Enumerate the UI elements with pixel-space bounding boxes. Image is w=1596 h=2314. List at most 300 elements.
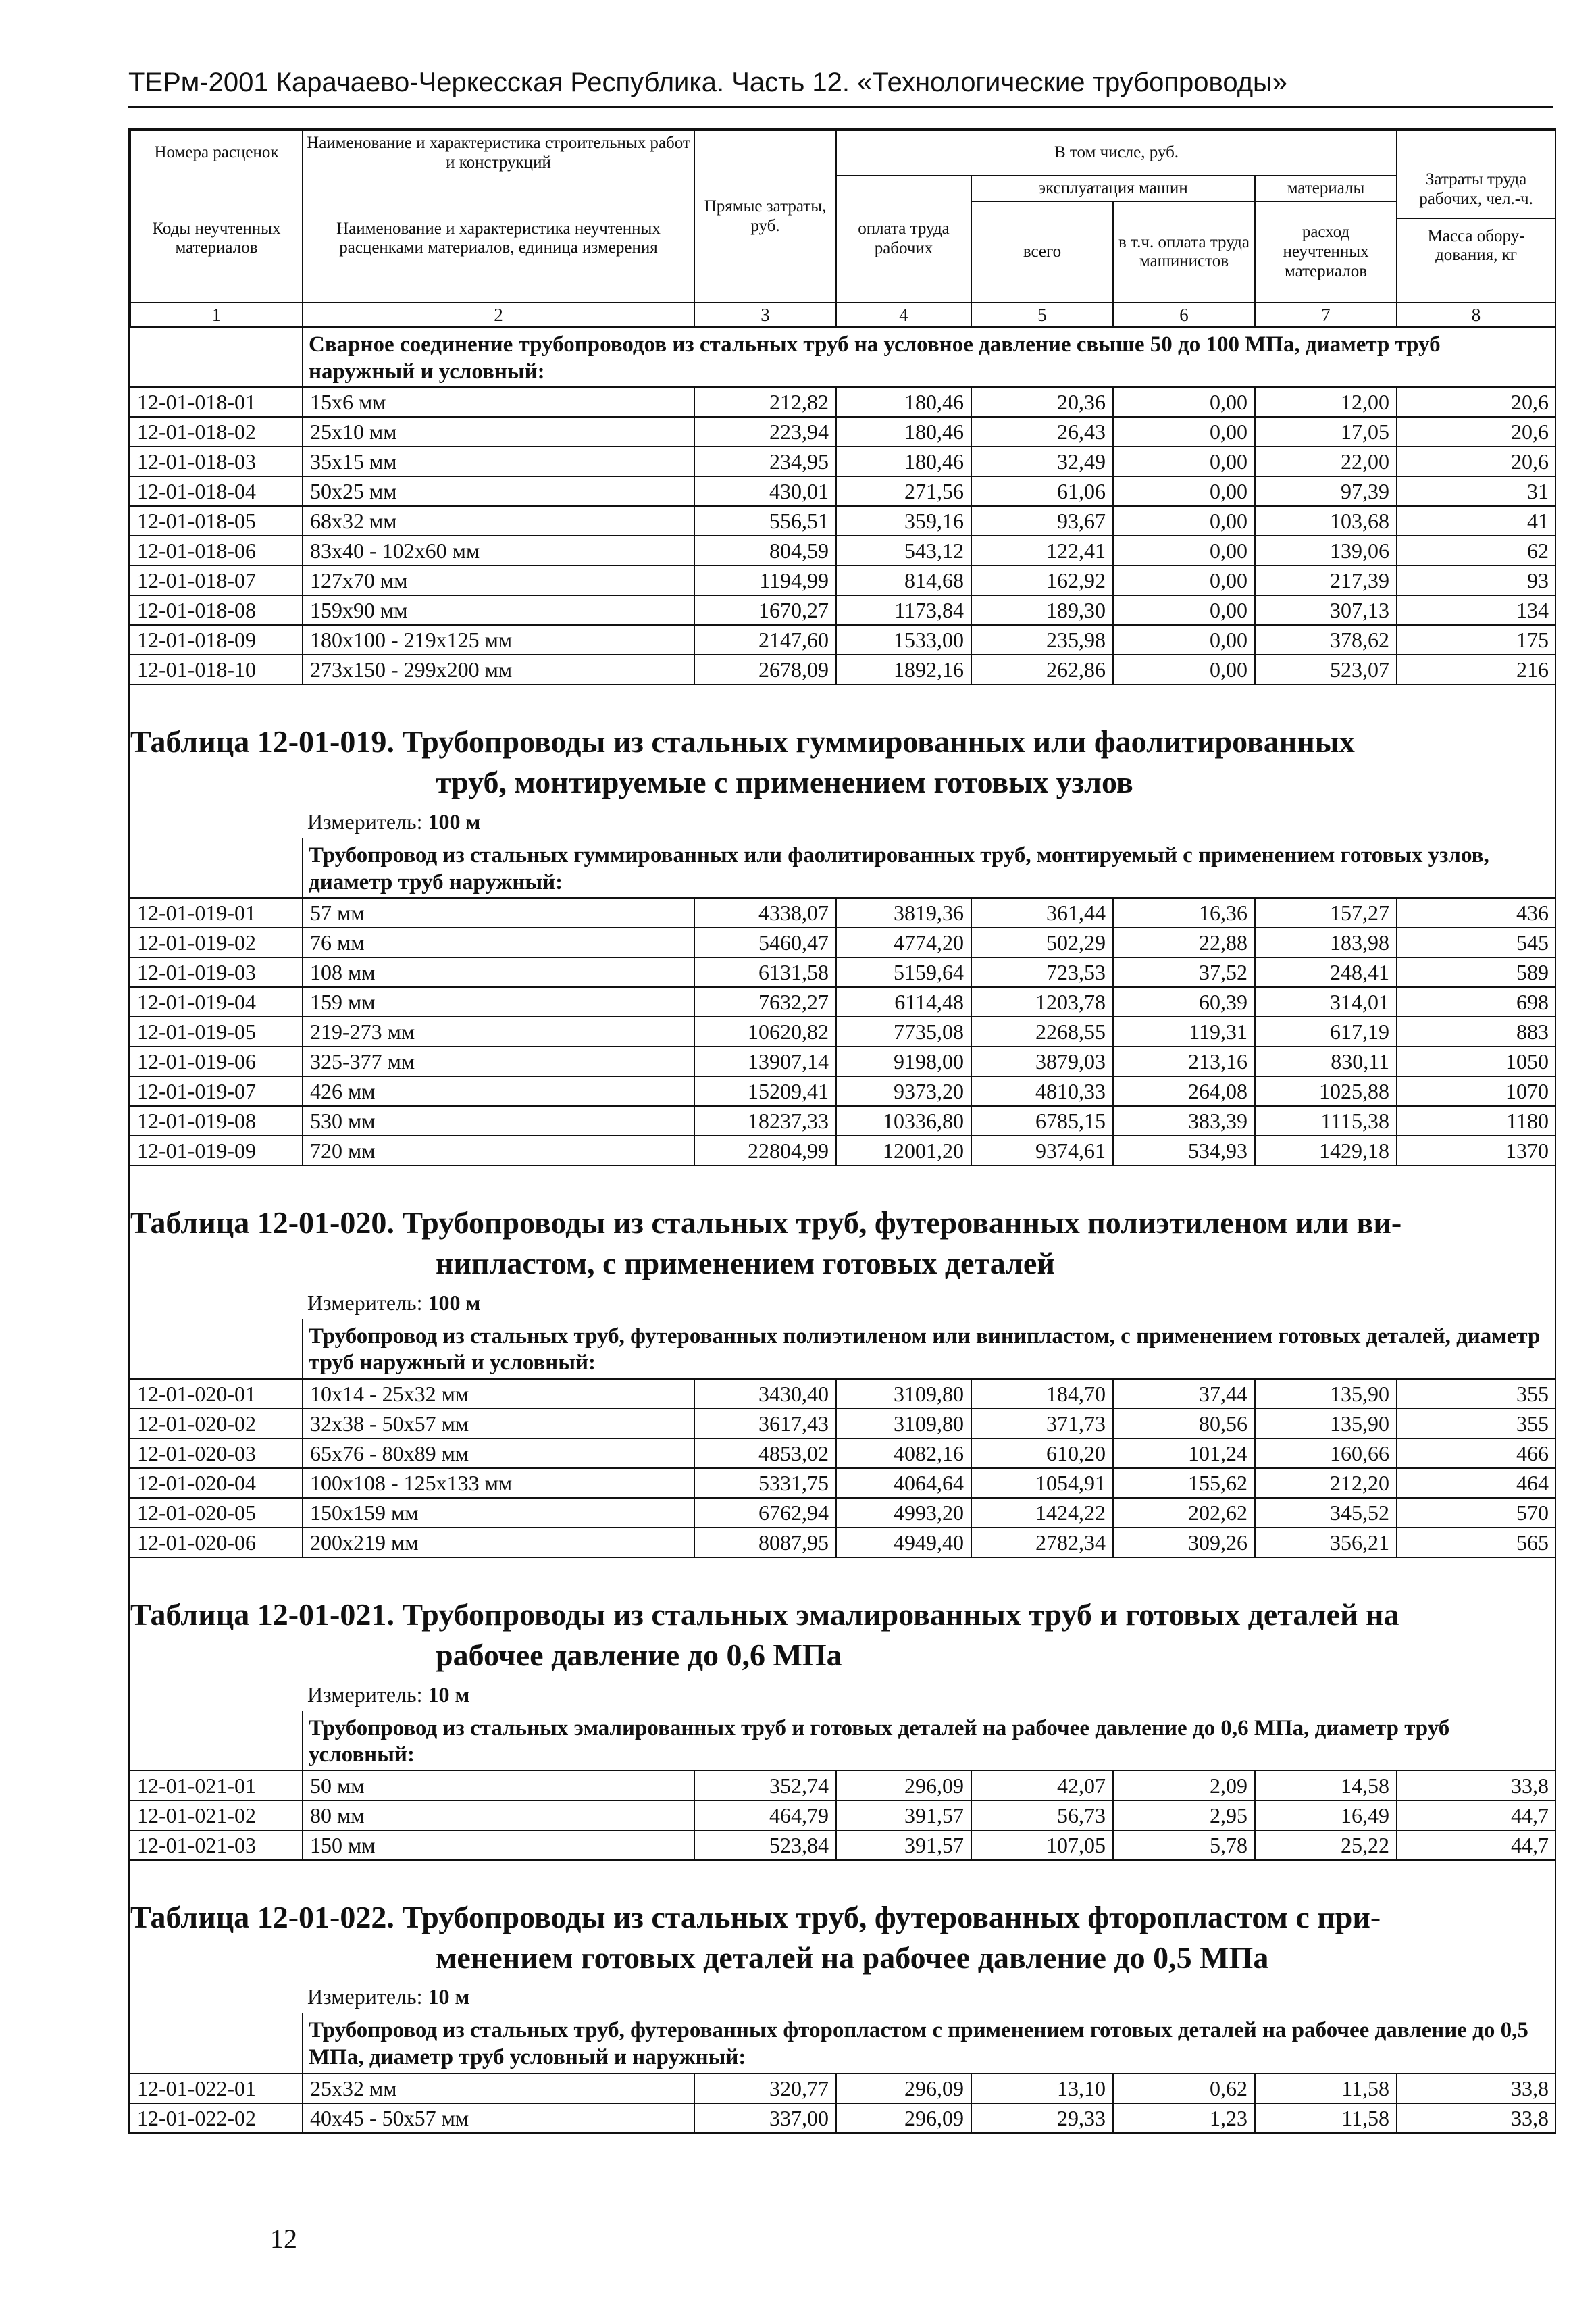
materials-value: 12,00 xyxy=(1255,387,1397,417)
work-description: 325-377 мм xyxy=(303,1047,694,1076)
labor-pay-value: 391,57 xyxy=(836,1801,971,1830)
machine-total-value: 122,41 xyxy=(971,536,1113,565)
table-title-line: нипластом, с применением готовых деталей xyxy=(436,1246,1055,1281)
section-heading: Сварное соединение трубопроводов из стальных труб на условное давление свыше 50 до 100 МПа, диаметр труб наружный и условный: xyxy=(309,332,1441,384)
table-row xyxy=(130,655,1555,684)
rate-code: 12-01-018-08 xyxy=(130,595,303,625)
direct-costs-value: 5331,75 xyxy=(694,1468,836,1498)
meter-label: Измеритель: xyxy=(307,809,423,834)
machinist-pay-value: 264,08 xyxy=(1113,1076,1255,1106)
rate-code: 12-01-018-01 xyxy=(130,387,303,417)
table-row xyxy=(130,565,1555,595)
rate-code: 12-01-022-02 xyxy=(130,2103,303,2133)
direct-costs-value: 18237,33 xyxy=(694,1106,836,1136)
direct-costs-value: 10620,82 xyxy=(694,1017,836,1047)
table-row xyxy=(130,1438,1555,1468)
direct-costs-value: 804,59 xyxy=(694,536,836,565)
column-number: 8 xyxy=(1397,303,1555,327)
rate-code: 12-01-018-07 xyxy=(130,565,303,595)
machinist-pay-value: 0,00 xyxy=(1113,447,1255,476)
direct-costs-value: 6762,94 xyxy=(694,1498,836,1528)
column-number: 6 xyxy=(1113,303,1255,327)
section-heading-row xyxy=(130,1711,1555,1771)
direct-costs-value: 337,00 xyxy=(694,2103,836,2133)
labor-costs-value: 33,8 xyxy=(1397,1771,1555,1801)
work-description: 65х76 - 80х89 мм xyxy=(303,1438,694,1468)
labor-costs-value: 44,7 xyxy=(1397,1830,1555,1860)
labor-pay-value: 1892,16 xyxy=(836,655,971,684)
materials-value: 22,00 xyxy=(1255,447,1397,476)
table-row xyxy=(130,1017,1555,1047)
labor-pay-value: 9198,00 xyxy=(836,1047,971,1076)
labor-costs-value: 20,6 xyxy=(1397,447,1555,476)
work-description: 150х159 мм xyxy=(303,1498,694,1528)
table-row xyxy=(130,1771,1555,1801)
materials-value: 103,68 xyxy=(1255,506,1397,536)
rate-code: 12-01-021-01 xyxy=(130,1771,303,1801)
rate-code: 12-01-018-10 xyxy=(130,655,303,684)
direct-costs-value: 5460,47 xyxy=(694,928,836,957)
materials-value: 248,41 xyxy=(1255,957,1397,987)
section-heading-row xyxy=(130,327,1555,387)
materials-value: 307,13 xyxy=(1255,595,1397,625)
section-heading-spacer xyxy=(130,327,303,387)
machinist-pay-value: 202,62 xyxy=(1113,1498,1255,1528)
section-heading-spacer xyxy=(130,1711,303,1771)
rate-code: 12-01-018-06 xyxy=(130,536,303,565)
direct-costs-value: 212,82 xyxy=(694,387,836,417)
machine-total-value: 3879,03 xyxy=(971,1047,1113,1076)
meter xyxy=(130,1978,1555,2013)
labor-pay-value: 391,57 xyxy=(836,1830,971,1860)
table-row xyxy=(130,1136,1555,1165)
machinist-pay-value: 0,00 xyxy=(1113,565,1255,595)
direct-costs-value: 4338,07 xyxy=(694,898,836,928)
machinist-pay-value: 37,44 xyxy=(1113,1379,1255,1409)
labor-costs-value: 1180 xyxy=(1397,1106,1555,1136)
section-heading-row xyxy=(130,1319,1555,1379)
rate-code: 12-01-020-04 xyxy=(130,1468,303,1498)
machinist-pay-value: 101,24 xyxy=(1113,1438,1255,1468)
table-row xyxy=(130,1468,1555,1498)
materials-value: 1429,18 xyxy=(1255,1136,1397,1165)
labor-pay-value: 180,46 xyxy=(836,417,971,447)
direct-costs-value: 320,77 xyxy=(694,2073,836,2103)
machinist-pay-value: 119,31 xyxy=(1113,1017,1255,1047)
table-title-line: труб, монтируемые с применением готовых узлов xyxy=(436,765,1133,800)
machine-total-value: 262,86 xyxy=(971,655,1113,684)
meter-label: Измеритель: xyxy=(307,1682,423,1707)
direct-costs-value: 352,74 xyxy=(694,1771,836,1801)
table-title-line: Таблица 12-01-021. Трубопроводы из стальных эмалированных труб и готовых деталей на xyxy=(130,1597,1399,1632)
work-description: 720 мм xyxy=(303,1136,694,1165)
machine-total-value: 6785,15 xyxy=(971,1106,1113,1136)
table-row xyxy=(130,928,1555,957)
column-number-row xyxy=(130,303,1555,327)
labor-pay-value: 4949,40 xyxy=(836,1528,971,1557)
labor-costs-value: 1070 xyxy=(1397,1076,1555,1106)
materials-value: 523,07 xyxy=(1255,655,1397,684)
work-description: 150 мм xyxy=(303,1830,694,1860)
labor-costs-value: 355 xyxy=(1397,1409,1555,1438)
table-title-line: менением готовых деталей на рабочее давление до 0,5 МПа xyxy=(436,1940,1269,1975)
labor-costs-value: 33,8 xyxy=(1397,2103,1555,2133)
table-row xyxy=(130,1528,1555,1557)
work-description: 68х32 мм xyxy=(303,506,694,536)
rate-code: 12-01-020-02 xyxy=(130,1409,303,1438)
table-title-line: Таблица 12-01-020. Трубопроводы из стальных труб, футерованных полиэтиленом или ви- xyxy=(130,1205,1402,1240)
column-number: 4 xyxy=(836,303,971,327)
rates-sheet xyxy=(128,128,1556,2134)
table-title-row xyxy=(130,684,1555,803)
labor-pay-value: 9373,20 xyxy=(836,1076,971,1106)
materials-value: 830,11 xyxy=(1255,1047,1397,1076)
page-number: 12 xyxy=(270,2223,297,2254)
labor-pay-value: 5159,64 xyxy=(836,957,971,987)
machinist-pay-value: 1,23 xyxy=(1113,2103,1255,2133)
machinist-pay-value: 383,39 xyxy=(1113,1106,1255,1136)
meter-label: Измеритель: xyxy=(307,1290,423,1315)
machinist-pay-value: 0,00 xyxy=(1113,506,1255,536)
materials-value: 378,62 xyxy=(1255,625,1397,655)
direct-costs-value: 523,84 xyxy=(694,1830,836,1860)
labor-pay-value: 4064,64 xyxy=(836,1468,971,1498)
materials-value: 356,21 xyxy=(1255,1528,1397,1557)
machine-total-value: 371,73 xyxy=(971,1409,1113,1438)
direct-costs-value: 556,51 xyxy=(694,506,836,536)
work-description: 108 мм xyxy=(303,957,694,987)
header-labor-pay: оплата труда рабочих xyxy=(836,176,971,303)
table-row xyxy=(130,1801,1555,1830)
materials-value: 135,90 xyxy=(1255,1379,1397,1409)
header-machine-operation: эксплуатация машин xyxy=(971,176,1255,202)
materials-value: 25,22 xyxy=(1255,1830,1397,1860)
header-direct-costs: Прямые затраты, руб. xyxy=(694,130,836,303)
table-row xyxy=(130,625,1555,655)
header-materials: материалы xyxy=(1255,176,1397,202)
header-equipment-mass: Масса обору-дования, кг xyxy=(1427,226,1525,265)
materials-value: 11,58 xyxy=(1255,2103,1397,2133)
table-row xyxy=(130,1047,1555,1076)
labor-pay-value: 3109,80 xyxy=(836,1379,971,1409)
labor-costs-value: 134 xyxy=(1397,595,1555,625)
machinist-pay-value: 16,36 xyxy=(1113,898,1255,928)
labor-pay-value: 1173,84 xyxy=(836,595,971,625)
labor-costs-value: 355 xyxy=(1397,1379,1555,1409)
labor-pay-value: 12001,20 xyxy=(836,1136,971,1165)
machine-total-value: 32,49 xyxy=(971,447,1113,476)
meter-row xyxy=(130,803,1555,838)
work-description: 50 мм xyxy=(303,1771,694,1801)
materials-value: 217,39 xyxy=(1255,565,1397,595)
direct-costs-value: 430,01 xyxy=(694,476,836,506)
materials-value: 183,98 xyxy=(1255,928,1397,957)
machine-total-value: 162,92 xyxy=(971,565,1113,595)
column-number: 5 xyxy=(971,303,1113,327)
materials-value: 1115,38 xyxy=(1255,1106,1397,1136)
labor-costs-value: 93 xyxy=(1397,565,1555,595)
header-including: В том числе, руб. xyxy=(836,130,1397,176)
rates-table-body xyxy=(130,130,1555,2133)
materials-value: 11,58 xyxy=(1255,2073,1397,2103)
machinist-pay-value: 5,78 xyxy=(1113,1830,1255,1860)
rates-table xyxy=(130,130,1556,2134)
work-description: 50х25 мм xyxy=(303,476,694,506)
machine-total-value: 20,36 xyxy=(971,387,1113,417)
direct-costs-value: 2678,09 xyxy=(694,655,836,684)
labor-pay-value: 10336,80 xyxy=(836,1106,971,1136)
section-heading-row xyxy=(130,838,1555,898)
labor-costs-value: 464 xyxy=(1397,1468,1555,1498)
labor-pay-value: 296,09 xyxy=(836,2103,971,2133)
machine-total-value: 610,20 xyxy=(971,1438,1113,1468)
direct-costs-value: 8087,95 xyxy=(694,1528,836,1557)
header-machine-total: всего xyxy=(971,201,1113,303)
labor-costs-value: 44,7 xyxy=(1397,1801,1555,1830)
table-row xyxy=(130,417,1555,447)
machine-total-value: 1054,91 xyxy=(971,1468,1113,1498)
table-title-line: Таблица 12-01-022. Трубопроводы из стальных труб, футерованных фторопластом с при- xyxy=(130,1899,1381,1934)
work-description: 530 мм xyxy=(303,1106,694,1136)
materials-value: 157,27 xyxy=(1255,898,1397,928)
machinist-pay-value: 0,00 xyxy=(1113,476,1255,506)
table-title xyxy=(130,1165,1555,1284)
table-title xyxy=(130,1557,1555,1676)
rate-code: 12-01-021-03 xyxy=(130,1830,303,1860)
machine-total-value: 189,30 xyxy=(971,595,1113,625)
materials-value: 17,05 xyxy=(1255,417,1397,447)
direct-costs-value: 234,95 xyxy=(694,447,836,476)
work-description: 25х10 мм xyxy=(303,417,694,447)
table-row xyxy=(130,536,1555,565)
header-machinist-pay: в т.ч. оплата труда машинистов xyxy=(1113,201,1255,303)
labor-pay-value: 543,12 xyxy=(836,536,971,565)
table-title xyxy=(130,684,1555,803)
meter xyxy=(130,803,1555,838)
table-title xyxy=(130,1860,1555,1978)
labor-pay-value: 296,09 xyxy=(836,1771,971,1801)
header-material-names: Наименование и характеристика неучтенных расценками материалов, единица измерения xyxy=(303,176,694,303)
materials-value: 135,90 xyxy=(1255,1409,1397,1438)
table-row xyxy=(130,387,1555,417)
labor-pay-value: 296,09 xyxy=(836,2073,971,2103)
labor-pay-value: 271,56 xyxy=(836,476,971,506)
materials-value: 314,01 xyxy=(1255,987,1397,1017)
work-description: 273х150 - 299х200 мм xyxy=(303,655,694,684)
machinist-pay-value: 60,39 xyxy=(1113,987,1255,1017)
labor-pay-value: 6114,48 xyxy=(836,987,971,1017)
machinist-pay-value: 22,88 xyxy=(1113,928,1255,957)
direct-costs-value: 3617,43 xyxy=(694,1409,836,1438)
direct-costs-value: 22804,99 xyxy=(694,1136,836,1165)
direct-costs-value: 15209,41 xyxy=(694,1076,836,1106)
work-description: 15х6 мм xyxy=(303,387,694,417)
header-rate-numbers: Номера расценок xyxy=(130,130,303,176)
machinist-pay-value: 80,56 xyxy=(1113,1409,1255,1438)
machine-total-value: 93,67 xyxy=(971,506,1113,536)
table-title-line: рабочее давление до 0,6 МПа xyxy=(436,1637,842,1672)
labor-pay-value: 180,46 xyxy=(836,387,971,417)
labor-costs-value: 33,8 xyxy=(1397,2073,1555,2103)
machinist-pay-value: 2,09 xyxy=(1113,1771,1255,1801)
labor-costs-value: 589 xyxy=(1397,957,1555,987)
rate-code: 12-01-019-01 xyxy=(130,898,303,928)
machine-total-value: 26,43 xyxy=(971,417,1113,447)
direct-costs-value: 464,79 xyxy=(694,1801,836,1830)
work-description: 200х219 мм xyxy=(303,1528,694,1557)
table-row xyxy=(130,476,1555,506)
machine-total-value: 107,05 xyxy=(971,1830,1113,1860)
work-description: 100х108 - 125х133 мм xyxy=(303,1468,694,1498)
machinist-pay-value: 0,62 xyxy=(1113,2073,1255,2103)
machinist-pay-value: 213,16 xyxy=(1113,1047,1255,1076)
machine-total-value: 61,06 xyxy=(971,476,1113,506)
labor-pay-value: 359,16 xyxy=(836,506,971,536)
work-description: 426 мм xyxy=(303,1076,694,1106)
table-row xyxy=(130,447,1555,476)
running-head: ТЕРм-2001 Карачаево-Черкесская Республика. Часть 12. «Технологические трубопроводы» xyxy=(128,68,1553,108)
direct-costs-value: 2147,60 xyxy=(694,625,836,655)
section-heading-spacer xyxy=(130,838,303,898)
materials-value: 16,49 xyxy=(1255,1801,1397,1830)
meter-value: 10 м xyxy=(428,1984,470,2009)
machine-total-value: 1203,78 xyxy=(971,987,1113,1017)
machine-total-value: 9374,61 xyxy=(971,1136,1113,1165)
labor-pay-value: 4082,16 xyxy=(836,1438,971,1468)
labor-costs-value: 1370 xyxy=(1397,1136,1555,1165)
rate-code: 12-01-019-07 xyxy=(130,1076,303,1106)
machinist-pay-value: 534,93 xyxy=(1113,1136,1255,1165)
header-materials-usage: расход неучтенных материалов xyxy=(1255,201,1397,303)
work-description: 10х14 - 25х32 мм xyxy=(303,1379,694,1409)
machine-total-value: 235,98 xyxy=(971,625,1113,655)
table-title-line: Таблица 12-01-019. Трубопроводы из стальных гуммированных или фаолитированных xyxy=(130,724,1355,759)
machine-total-value: 361,44 xyxy=(971,898,1113,928)
work-description: 57 мм xyxy=(303,898,694,928)
header-work-name: Наименование и характеристика строительных работ и конструкций xyxy=(303,130,694,176)
work-description: 159 мм xyxy=(303,987,694,1017)
machinist-pay-value: 309,26 xyxy=(1113,1528,1255,1557)
labor-pay-value: 7735,08 xyxy=(836,1017,971,1047)
column-number: 7 xyxy=(1255,303,1397,327)
labor-costs-value: 466 xyxy=(1397,1438,1555,1468)
work-description: 40х45 - 50х57 мм xyxy=(303,2103,694,2133)
rate-code: 12-01-019-06 xyxy=(130,1047,303,1076)
labor-costs-value: 175 xyxy=(1397,625,1555,655)
machinist-pay-value: 0,00 xyxy=(1113,387,1255,417)
materials-value: 617,19 xyxy=(1255,1017,1397,1047)
column-number: 3 xyxy=(694,303,836,327)
section-heading: Трубопровод из стальных труб, футерованных фторопластом с применением готовых деталей на рабочее давление до 0,5 МПа, диаметр труб условный и наружный: xyxy=(309,2018,1528,2069)
labor-costs-value: 20,6 xyxy=(1397,417,1555,447)
meter xyxy=(130,1284,1555,1319)
meter-row xyxy=(130,1284,1555,1319)
direct-costs-value: 1194,99 xyxy=(694,565,836,595)
section-heading-row xyxy=(130,2013,1555,2073)
labor-pay-value: 4774,20 xyxy=(836,928,971,957)
machinist-pay-value: 0,00 xyxy=(1113,417,1255,447)
labor-costs-value: 20,6 xyxy=(1397,387,1555,417)
section-heading: Трубопровод из стальных эмалированных труб и готовых деталей на рабочее давление до 0,6 МПа, диаметр труб условный: xyxy=(309,1715,1450,1767)
machinist-pay-value: 0,00 xyxy=(1113,536,1255,565)
machine-total-value: 2268,55 xyxy=(971,1017,1113,1047)
machinist-pay-value: 155,62 xyxy=(1113,1468,1255,1498)
materials-value: 160,66 xyxy=(1255,1438,1397,1468)
rate-code: 12-01-020-01 xyxy=(130,1379,303,1409)
machinist-pay-value: 0,00 xyxy=(1113,625,1255,655)
header-labor-costs: Затраты труда рабочих, чел.-ч. xyxy=(1397,165,1555,219)
direct-costs-value: 7632,27 xyxy=(694,987,836,1017)
rate-code: 12-01-020-03 xyxy=(130,1438,303,1468)
table-title-row xyxy=(130,1860,1555,1978)
meter xyxy=(130,1676,1555,1711)
machine-total-value: 184,70 xyxy=(971,1379,1113,1409)
labor-costs-value: 62 xyxy=(1397,536,1555,565)
table-row xyxy=(130,1076,1555,1106)
direct-costs-value: 223,94 xyxy=(694,417,836,447)
materials-value: 139,06 xyxy=(1255,536,1397,565)
rate-code: 12-01-020-05 xyxy=(130,1498,303,1528)
rate-code: 12-01-019-08 xyxy=(130,1106,303,1136)
rate-code: 12-01-018-02 xyxy=(130,417,303,447)
table-row xyxy=(130,987,1555,1017)
section-heading: Трубопровод из стальных труб, футерованных полиэтиленом или винипластом, с применением готовых деталей, диаметр труб наружный и условный: xyxy=(309,1324,1541,1376)
table-row xyxy=(130,898,1555,928)
column-number: 2 xyxy=(303,303,694,327)
labor-costs-value: 31 xyxy=(1397,476,1555,506)
table-row xyxy=(130,1409,1555,1438)
table-row xyxy=(130,1106,1555,1136)
section-heading: Трубопровод из стальных гуммированных или фаолитированных труб, монтируемый с применением готовых узлов, диаметр труб наружный: xyxy=(309,843,1489,895)
table-title-row xyxy=(130,1557,1555,1676)
labor-pay-value: 814,68 xyxy=(836,565,971,595)
labor-costs-value: 545 xyxy=(1397,928,1555,957)
work-description: 180х100 - 219х125 мм xyxy=(303,625,694,655)
column-number: 1 xyxy=(130,303,303,327)
materials-value: 14,58 xyxy=(1255,1771,1397,1801)
rate-code: 12-01-018-05 xyxy=(130,506,303,536)
labor-pay-value: 3819,36 xyxy=(836,898,971,928)
labor-costs-value: 436 xyxy=(1397,898,1555,928)
machinist-pay-value: 2,95 xyxy=(1113,1801,1255,1830)
rate-code: 12-01-019-03 xyxy=(130,957,303,987)
rate-code: 12-01-019-04 xyxy=(130,987,303,1017)
work-description: 127х70 мм xyxy=(303,565,694,595)
header-labor-mass-cell xyxy=(1397,130,1555,303)
section-heading-spacer xyxy=(130,1319,303,1379)
work-description: 80 мм xyxy=(303,1801,694,1830)
machinist-pay-value: 0,00 xyxy=(1113,655,1255,684)
labor-costs-value: 41 xyxy=(1397,506,1555,536)
labor-costs-value: 883 xyxy=(1397,1017,1555,1047)
meter-row xyxy=(130,1978,1555,2013)
table-row xyxy=(130,1498,1555,1528)
work-description: 32х38 - 50х57 мм xyxy=(303,1409,694,1438)
table-row xyxy=(130,595,1555,625)
work-description: 25х32 мм xyxy=(303,2073,694,2103)
rate-code: 12-01-019-02 xyxy=(130,928,303,957)
machine-total-value: 56,73 xyxy=(971,1801,1113,1830)
work-description: 76 мм xyxy=(303,928,694,957)
direct-costs-value: 1670,27 xyxy=(694,595,836,625)
table-row xyxy=(130,2073,1555,2103)
header-material-codes: Коды неучтенных материалов xyxy=(130,176,303,303)
rate-code: 12-01-019-09 xyxy=(130,1136,303,1165)
machine-total-value: 42,07 xyxy=(971,1771,1113,1801)
labor-pay-value: 4993,20 xyxy=(836,1498,971,1528)
rate-code: 12-01-019-05 xyxy=(130,1017,303,1047)
machine-total-value: 723,53 xyxy=(971,957,1113,987)
